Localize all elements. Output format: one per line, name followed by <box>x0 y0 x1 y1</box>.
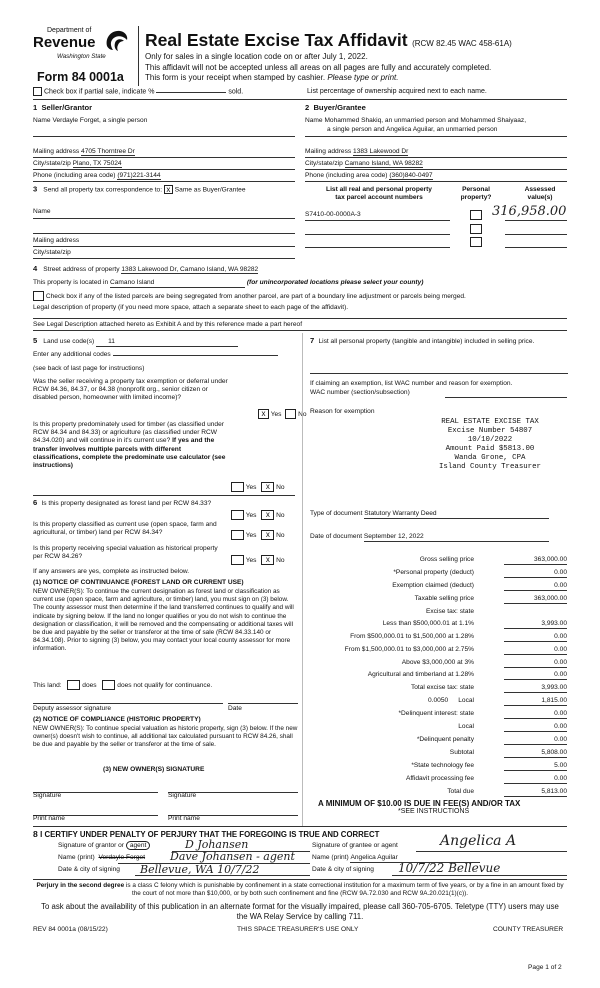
tax-row-label: Taxable selling price <box>414 595 474 602</box>
seller-name-field[interactable]: Verdayle Forget, a single person <box>52 117 148 124</box>
tax-row-label: *State technology fee <box>411 762 474 769</box>
seller-address-row <box>33 148 135 156</box>
buyer-heading: 2 Buyer/Grantee <box>305 103 366 112</box>
grantee-print-field[interactable]: Angelica Aguilar <box>350 854 480 863</box>
form-title-ref: (RCW 82.45 WAC 458-61A) <box>412 39 512 48</box>
ownership-note: List percentage of ownership acquired next to each name. <box>307 88 487 95</box>
deputy-signature-label: Deputy assessor signature <box>33 705 112 712</box>
buyer-city-row <box>305 160 423 168</box>
tax-row-value[interactable]: 3,993.00 <box>504 684 567 693</box>
form-title-row <box>145 30 512 51</box>
local-rate: 0.0050 <box>428 697 449 704</box>
grantor-signature-row: Signature of grantor or agent <box>58 842 150 850</box>
does-qualify-checkbox[interactable] <box>67 680 80 690</box>
historic-answer: Yes x No <box>231 555 285 565</box>
grantor-print-row: Name (print) Verdayle Forget <box>58 854 146 861</box>
additional-codes-label: Enter any additional codes <box>33 351 111 358</box>
tax-row-value[interactable]: 0.00 <box>504 723 567 732</box>
tax-row <box>300 762 570 770</box>
same-as-buyer-checkbox[interactable]: x <box>164 185 173 194</box>
tax-row-value[interactable]: 5,808.00 <box>504 749 567 758</box>
type-or-print: Please type or print. <box>327 73 399 82</box>
perjury-notice: Perjury in the second degree is a class C felony which is punishable by confinement in a state correctional institution for a maximum term of five years, or by a fine in an amount fixed by the court of not more than $10,000, or by both such confinement and fine (RCW 9A.72.030 and RCW 9A.20.021(1)(c)). <box>36 882 564 897</box>
buyer-name-line1[interactable]: Mohammed Shakiq, an unmarried person and Mohammed Shaiyaaz, <box>324 117 527 124</box>
notice-compliance-body: NEW OWNER(S): To continue special valuation as historic property, sign (3) below. If the new owner(s) doesn't wish to continue, all additional tax calculated pursuant to RCW 84.26, shall be due and payable by the seller or transferor at the time of sale. <box>33 725 298 749</box>
tax-row-label: *Delinquent penalty <box>416 736 474 743</box>
page-number: Page 1 of 2 <box>528 964 562 971</box>
current-use-no-checkbox[interactable]: x <box>261 530 274 540</box>
owner-signature-label-2: Signature <box>168 792 197 799</box>
header-line2: This affidavit will not be accepted unless all areas on all pages are fully and accurately completed. <box>145 63 492 72</box>
buyer-phone-label: Phone (including area code) <box>305 172 388 179</box>
personal-property-checkbox-3[interactable] <box>470 237 482 247</box>
parcel-number[interactable]: S7410-00-0000A-3 <box>305 211 361 218</box>
grantee-signature[interactable]: Angelica A <box>440 833 517 849</box>
correspondence-label: Send all property tax correspondence to: <box>43 186 163 194</box>
partial-percent-field[interactable] <box>156 92 226 93</box>
timber-no-checkbox[interactable]: x <box>261 482 274 492</box>
street-address-label: Street address of property <box>43 266 120 273</box>
additional-codes-field[interactable] <box>113 355 278 356</box>
tax-row-value[interactable]: 0.00 <box>504 671 567 680</box>
tax-row-label: From $500,000.01 to $1,500,000 at 1.28% <box>350 633 474 640</box>
tax-row <box>300 684 570 692</box>
buyer-address-label: Mailing address <box>305 148 352 155</box>
tax-row-value[interactable]: 3,993.00 <box>504 620 567 629</box>
historic-no-checkbox[interactable]: x <box>261 555 274 565</box>
grantee-signature-label: Signature of grantee or agent <box>312 842 398 849</box>
grantor-print-handwritten[interactable]: Dave Johansen - agent <box>170 850 295 863</box>
correspondence-city-label: City/state/zip <box>33 249 71 256</box>
seller-heading: 1 Seller/Grantor <box>33 103 93 112</box>
tax-row-value[interactable]: 0.00 <box>504 775 567 784</box>
legal-description-label: Legal description of property (if you need more space, attach a separate sheet to each page of the affidavit). <box>33 304 349 311</box>
header-line1: Only for sales in a single location code on or after July 1, 2022. <box>145 52 368 61</box>
deputy-date-label: Date <box>228 705 242 712</box>
tax-row-value[interactable]: 0.00 <box>504 710 567 719</box>
tax-row <box>300 788 570 796</box>
tax-row-label: Less than $500,000.01 at 1.1% <box>382 620 474 627</box>
document-type-row: Type of document Statutory Warranty Deed <box>310 510 549 519</box>
timber-question: Is this property predominately used for timber (as classified under RCW 84.34 and 84.33) or agriculture (as classified under RCW 84.34.020) and will continue in it's current use? If yes and the transfer involves multiple parcels with different classifications, complete the predominate use calculator (see instructions) <box>33 421 226 470</box>
tax-row <box>300 556 570 564</box>
tax-row-value[interactable]: 5.00 <box>504 762 567 771</box>
partial-sale-row <box>33 87 243 97</box>
tax-row-value[interactable]: 0.00 <box>504 582 567 591</box>
current-use-question: Is this property classified as current use (open space, farm and agricultural, or timber) land per RCW 84.34? <box>33 521 217 537</box>
timber-yes-checkbox[interactable] <box>231 482 244 492</box>
dept-line3: Washington State <box>57 53 106 60</box>
exemption-question: Was the seller receiving a property tax exemption or deferral under RCW 84.36, 84.37, or 84.38 (nonprofit org., senior citizen or disabled person, homeowner with limited income)? <box>33 378 228 402</box>
exemption-no-checkbox[interactable] <box>285 409 296 419</box>
personal-property-checkbox-2[interactable] <box>470 224 482 234</box>
see-instructions-note: *SEE INSTRUCTIONS <box>398 808 470 815</box>
tax-row-label: Above $3,000,000 at 3% <box>401 659 474 666</box>
parcel-header-3: Assessed value(s) <box>524 186 556 202</box>
forest-no-checkbox[interactable]: x <box>261 510 274 520</box>
seller-city-field[interactable]: Plano, TX 75024 <box>72 160 122 167</box>
tax-row-value[interactable]: 5,813.00 <box>504 788 567 797</box>
tax-row <box>300 710 570 718</box>
partial-sale-checkbox[interactable] <box>33 87 42 96</box>
buyer-city-label: City/state/zip <box>305 160 343 167</box>
county-treasurer-label: COUNTY TREASURER <box>493 926 564 933</box>
notice-continuance-heading: (1) NOTICE OF CONTINUANCE (FOREST LAND OR CURRENT USE) <box>33 579 244 586</box>
tax-row-label: *Personal property (deduct) <box>393 569 474 576</box>
tax-row-value[interactable]: 363,000.00 <box>504 556 567 565</box>
grantee-print-row: Name (print) Angelica Aguilar <box>312 854 480 863</box>
document-date-field[interactable]: September 12, 2022 <box>364 533 549 542</box>
seller-phone-field[interactable]: (971)221-3144 <box>117 172 161 179</box>
forest-answer: Yes x No <box>231 510 285 520</box>
tax-row-value[interactable]: 363,000.00 <box>504 595 567 604</box>
correspondence-name-label: Name <box>33 208 51 215</box>
street-address-row: 4 Street address of property 1383 Lakewood Dr, Camano Island, WA 98282 <box>33 264 259 273</box>
minimum-fee-note: A MINIMUM OF $10.00 IS DUE IN FEE(S) AND/OR TAX <box>318 799 521 808</box>
tax-row <box>300 736 570 744</box>
forest-question: 6 Is this property designated as forest land per RCW 84.33? <box>33 498 212 507</box>
located-field[interactable]: Camano Island <box>110 279 245 288</box>
seller-name-row <box>33 117 295 125</box>
exemption-claim-label: If claiming an exemption, list WAC number and reason for exemption. <box>310 380 513 387</box>
seller-phone-label: Phone (including area code) <box>33 172 116 179</box>
legal-description-text[interactable]: See Legal Description attached hereto as Exhibit A and by this reference made a part hereof <box>33 321 303 328</box>
owner-print-label-2: Print name <box>168 815 200 822</box>
located-label: This property is located in <box>33 279 109 286</box>
certification-heading: 8 I CERTIFY UNDER PENALTY OF PERJURY THAT THE FOREGOING IS TRUE AND CORRECT <box>33 829 380 839</box>
historic-yes-checkbox[interactable] <box>231 555 244 565</box>
see-back-note: (see back of last page for instructions) <box>33 365 145 372</box>
exemption-yes-checkbox[interactable]: x <box>258 409 269 419</box>
tax-row <box>300 659 570 667</box>
owner-signature-label-1: Signature <box>33 792 62 799</box>
partial-sale-label: Check box if partial sale, indicate % <box>43 88 155 96</box>
parcel-header-2: Personal property? <box>460 186 492 202</box>
tax-row-label: Subtotal <box>449 749 474 756</box>
grantor-date-handwritten[interactable]: Bellevue, WA 10/7/22 <box>140 863 260 876</box>
tax-row-label: Agricultural and timberland at 1.28% <box>367 671 474 678</box>
tax-row-value[interactable]: 1,815.00 <box>504 697 567 706</box>
correspondence-address-label: Mailing address <box>33 237 80 244</box>
receipt-text: This form is your receipt when stamped by cashier. <box>145 73 326 82</box>
tax-row-label: Affidavit processing fee <box>405 775 474 782</box>
grantee-date-handwritten[interactable]: 10/7/22 Bellevue <box>398 861 501 875</box>
tax-row <box>300 646 570 654</box>
seller-address-field[interactable]: 4705 Thorntree Dr <box>81 148 135 155</box>
tax-row-label: From $1,500,000.01 to $3,000,000 at 2.75% <box>344 646 474 653</box>
personal-property-checkbox-1[interactable] <box>470 210 482 220</box>
if-yes-note: If any answers are yes, complete as instructed below. <box>33 568 190 575</box>
buyer-phone-row <box>305 172 433 180</box>
seller-phone-row <box>33 172 161 180</box>
exemption-reason-label: Reason for exemption <box>310 408 375 415</box>
tax-row-value[interactable]: 0.00 <box>504 646 567 655</box>
tax-row <box>300 723 570 731</box>
tax-row-label: *Delinquent interest: state <box>398 710 474 717</box>
wac-number-label: WAC number (section/subsection) <box>310 389 410 396</box>
assessed-value[interactable]: 316,958.00 <box>492 204 567 219</box>
notice-continuance-body: NEW OWNER(S): To continue the current designation as forest land or classification as current use (open space, farm and agriculture, or timber) land, you must sign on (3) below. The county assessor must then determine if the land transferred continues to qualify and will indicate by signing below. If the land no longer qualifies or you do not wish to continue the designation or classification, it will be removed and the compensating or additional taxes will be due and payable by the seller or transferor at the time of sale (RCW 84.33.140 or 84.34.108). Prior to signing (3) below, you may contact your local county assessor for more information. <box>33 588 294 653</box>
tax-row <box>300 595 570 603</box>
buyer-address-row <box>305 148 408 156</box>
current-use-yes-checkbox[interactable] <box>231 530 244 540</box>
historic-question: Is this property receiving special valuation as historical property per RCW 84.26? <box>33 545 218 561</box>
document-date-row: Date of document September 12, 2022 <box>310 533 549 542</box>
notice-compliance-heading: (2) NOTICE OF COMPLIANCE (HISTORIC PROPERTY) <box>33 716 201 723</box>
tax-row <box>300 749 570 757</box>
form-number: Form 84 0001a <box>37 70 124 84</box>
tax-row <box>300 582 570 590</box>
exemption-answer: x Yes No <box>258 409 307 419</box>
grantor-signature[interactable]: D Johansen <box>185 838 249 851</box>
segregate-checkbox[interactable] <box>33 291 44 301</box>
tax-row-label: Exemption claimed (deduct) <box>392 582 474 589</box>
segregate-row <box>33 291 466 301</box>
tax-row-value[interactable]: 0.00 <box>504 633 567 642</box>
alternate-format-notice: To ask about the availability of this publication in an alternate format for the visually impaired, please call 360-705-6705. Teletype (TTY) users may use the WA Relay Service by calling 711. <box>41 902 559 921</box>
land-use-row: 5 Land use code(s) 11 <box>33 337 238 347</box>
tax-row <box>300 608 570 616</box>
header-line3 <box>145 73 398 83</box>
personal-property-question: 7 List all personal property (tangible and intangible) included in selling price. <box>310 336 535 345</box>
land-use-label: Land use code(s) <box>43 338 95 345</box>
tax-row-label: Excise tax: state <box>425 608 474 615</box>
document-type-field[interactable]: Statutory Warranty Deed <box>364 510 549 519</box>
tax-row-value[interactable]: 0.00 <box>504 659 567 668</box>
buyer-name-row <box>305 117 567 125</box>
tax-row-value[interactable]: 0.00 <box>504 569 567 578</box>
dept-line2: Revenue <box>33 34 96 51</box>
seller-city-row <box>33 160 122 168</box>
grantor-date-label: Date & city of signing <box>58 866 120 873</box>
this-land-row: This land: does does not qualify for continuance. <box>33 681 213 689</box>
buyer-city-field[interactable]: Camano Island, WA 98282 <box>344 160 423 167</box>
buyer-name-line2[interactable]: a single person and Angelica Aguilar, an unmarried person <box>327 126 498 133</box>
treasurer-stamp: REAL ESTATE EXCISE TAX Excise Number 54807 10/10/2022 Amount Paid $5813.00 Wanda Grone, CPA Island County Treasurer <box>438 418 541 471</box>
grantee-date-label: Date & city of signing <box>312 866 374 873</box>
tax-row-label: Local <box>458 723 474 730</box>
new-owner-signature-heading: (3) NEW OWNER(S) SIGNATURE <box>103 766 205 773</box>
segregate-label: Check box if any of the listed parcels are being segregated from another parcel, are part of a boundary line adjustment or parcels being merged. <box>45 292 466 300</box>
correspondence-row: 3 Send all property tax correspondence to: x Same as Buyer/Grantee <box>33 184 246 194</box>
buyer-phone-field[interactable]: (360)840-0497 <box>389 172 433 179</box>
timber-answer: Yes x No <box>231 482 285 492</box>
parcel-header-1: List all real and personal property tax parcel account numbers <box>326 186 432 202</box>
tax-row-label: Gross selling price <box>419 556 474 563</box>
revision-code: REV 84 0001a (08/15/22) <box>33 926 108 933</box>
partial-sold-label: sold. <box>228 88 244 96</box>
tax-row-label: Local <box>458 697 474 704</box>
additional-codes-row <box>33 351 278 359</box>
tax-row <box>300 775 570 783</box>
land-use-code-field[interactable]: 11 <box>96 338 238 347</box>
seller-city-label: City/state/zip <box>33 160 71 167</box>
department-logo <box>33 27 133 71</box>
same-as-buyer-label: Same as Buyer/Grantee <box>174 186 246 194</box>
treasurer-use-only: THIS SPACE TREASURER'S USE ONLY <box>237 926 359 933</box>
form-title: Real Estate Excise Tax Affidavit <box>145 30 408 50</box>
does-not-qualify-checkbox[interactable] <box>102 680 115 690</box>
tax-row <box>300 569 570 577</box>
located-row <box>33 279 423 288</box>
dor-logo-icon <box>103 28 129 52</box>
tax-row-label: Total due <box>447 788 474 795</box>
forest-yes-checkbox[interactable] <box>231 510 244 520</box>
seller-address-label: Mailing address <box>33 148 80 155</box>
tax-row-label: Total excise tax: state <box>410 684 474 691</box>
tax-row <box>300 671 570 679</box>
buyer-name-label: Name <box>305 117 323 124</box>
owner-print-label-1: Print name <box>33 815 65 822</box>
current-use-answer: Yes x No <box>231 530 285 540</box>
buyer-address-field[interactable]: 1383 Lakewood Dr <box>353 148 409 155</box>
dept-line1: Department of <box>47 27 92 34</box>
tax-row-value[interactable]: 0.00 <box>504 736 567 745</box>
unincorporated-note: (for unincorporated locations please select your county) <box>246 279 424 286</box>
tax-row <box>300 633 570 641</box>
street-address-field[interactable]: 1383 Lakewood Dr, Camano Island, WA 98282 <box>121 266 259 273</box>
tax-row <box>300 620 570 628</box>
seller-name-label: Name <box>33 117 51 124</box>
